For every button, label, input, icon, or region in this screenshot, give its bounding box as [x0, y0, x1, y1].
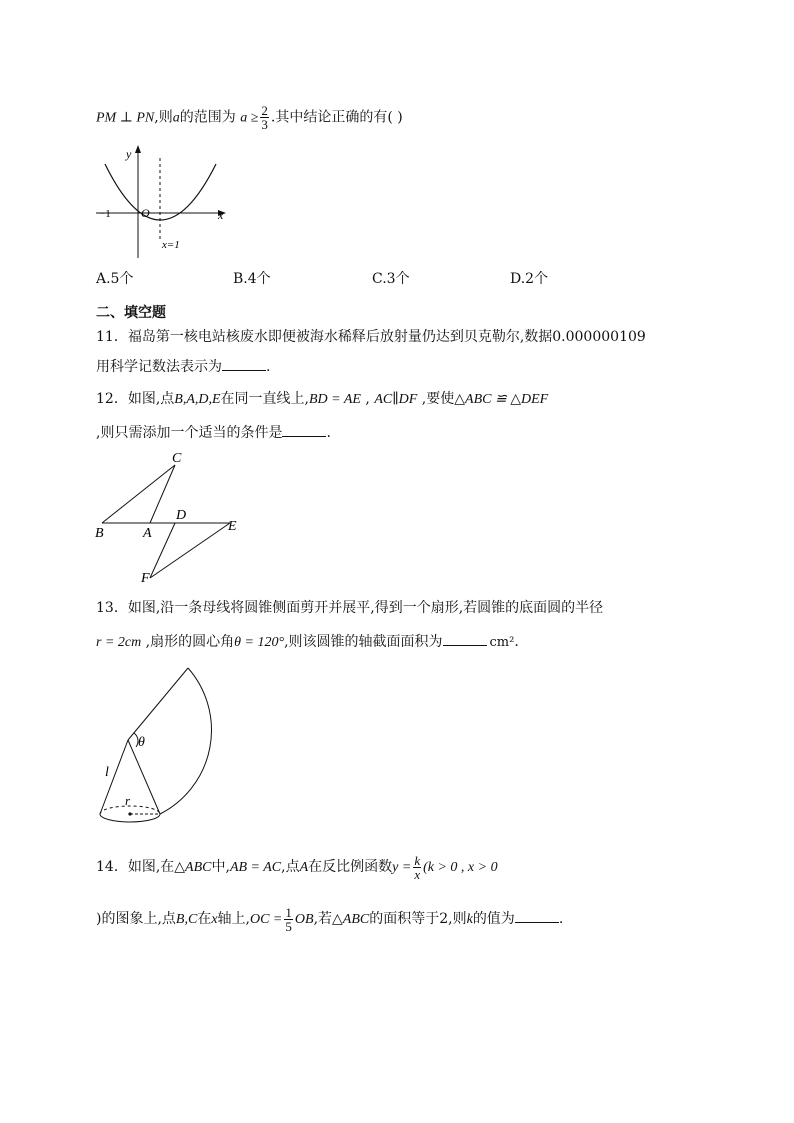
option-d: D.2个 — [510, 271, 549, 287]
q14-oc-den: 5 — [285, 918, 292, 934]
q14-x: x — [211, 912, 218, 927]
q14-text-f: 在 — [197, 911, 212, 927]
q12-period: . — [326, 425, 331, 441]
q12-eq2: AC∥DF — [374, 392, 418, 407]
q14-line1 — [96, 852, 498, 882]
option-b: B.4个 — [233, 271, 271, 287]
q14-text-d: 在反比例函数 — [308, 859, 393, 875]
q10-text-range: 的范围为 — [179, 109, 236, 126]
q14-ob: OB — [294, 912, 314, 927]
q13-text-b: ,则该圆锥的轴截面面积为 — [284, 634, 443, 650]
q13-angle: θ = 120° — [234, 635, 285, 650]
q14-oc-fraction — [284, 906, 293, 933]
segment-ac — [150, 465, 175, 523]
option-a: A.5个 — [96, 271, 134, 287]
q14-oc: OC = — [249, 912, 283, 927]
q14-triangle: △ABC — [174, 860, 212, 875]
segment-bc — [102, 465, 175, 523]
q14-oc-num: 1 — [285, 904, 292, 920]
q10-fraction — [260, 104, 269, 131]
q10-condition-line — [96, 104, 403, 131]
q10-perp: PM ⊥ PN — [96, 110, 155, 126]
q14-k: k — [466, 912, 473, 927]
section-title: 二、填空题 — [96, 305, 166, 321]
q14-text-i: 的面积等于2,则 — [369, 911, 467, 927]
label-a: A — [143, 526, 152, 541]
q12-triangles-figure — [92, 448, 252, 588]
y-axis-arrow — [135, 145, 141, 153]
q10-var-a: a — [172, 110, 180, 126]
q14-text-j: 的值为 — [472, 911, 515, 927]
q12-text-a: 12．如图,点 — [96, 391, 175, 407]
q12-points: B,A,D,E — [174, 392, 221, 407]
q14-func-lhs: y = — [392, 860, 412, 875]
q13-line1: 13．如图,沿一条母线将圆锥侧面剪开并展平,得到一个扇形,若圆锥的底面圆的半径 — [96, 600, 604, 616]
q13-period: . — [514, 634, 519, 650]
cone-slant-right — [128, 740, 160, 814]
symmetry-axis-label: x=1 — [162, 239, 180, 251]
q10-text-then: ,则 — [154, 109, 173, 126]
q13-line2 — [96, 631, 519, 653]
q11-answer-blank — [222, 356, 266, 371]
q14-point-a: A — [299, 860, 309, 875]
neg-one-label: −1 — [99, 208, 111, 220]
sector-arc — [160, 668, 211, 814]
q11-line1: 11．福岛第一核电站核废水即便被海水稀释后放射量仍达到贝克勒尔,数据0.000000109 — [96, 329, 646, 345]
q14-period: . — [558, 911, 564, 927]
q12-line1 — [96, 389, 548, 410]
q12-text-c: ,要使 — [417, 391, 455, 407]
label-f: F — [141, 571, 150, 586]
q14-text-c: ,点 — [281, 859, 300, 875]
q14-text-h: ,若 — [313, 911, 333, 927]
label-b: B — [95, 526, 104, 541]
option-c: C.3个 — [372, 271, 410, 287]
q14-text-b: 中, — [211, 859, 230, 875]
q11-period: . — [266, 359, 271, 375]
q10-frac-den: 3 — [261, 117, 268, 132]
q11-text: 用科学记数法表示为 — [96, 359, 222, 375]
q14-triangle-2: △ABC — [332, 912, 370, 927]
q12-eq1: BD = AE — [308, 392, 361, 407]
radius-label: r — [125, 793, 131, 808]
sector-radius-top — [128, 668, 188, 740]
q12-text-d: ,则只需添加一个适当的条件是 — [96, 425, 283, 441]
label-d: D — [176, 508, 187, 523]
q13-answer-blank — [443, 631, 487, 646]
q12-line2 — [96, 422, 331, 443]
q10-ineq: a ≥ — [240, 110, 259, 126]
slant-label: l — [105, 765, 109, 780]
q14-answer-blank — [515, 908, 559, 923]
q12-answer-blank — [282, 422, 326, 437]
q14-eq: AB = AC — [229, 860, 282, 875]
base-center — [128, 812, 131, 815]
y-axis-label: y — [126, 147, 132, 161]
origin-label: O — [141, 206, 150, 220]
q12-text-b: 在同一直线上, — [220, 391, 309, 407]
q13-text-a: ,扇形的圆心角 — [141, 634, 235, 650]
q10-conclusion: .其中结论正确的有( ) — [270, 109, 403, 126]
q14-func-fraction — [413, 854, 421, 881]
q10-parabola-graph — [92, 140, 242, 265]
q12-congruence: △ABC ≌ △DEF — [454, 392, 549, 407]
label-c: C — [172, 451, 182, 466]
theta-label: θ — [138, 735, 145, 750]
q13-cone-figure — [92, 662, 242, 842]
q14-func-num: k — [414, 852, 421, 868]
q14-text-e: )的图象上,点 — [96, 911, 176, 927]
q13-radius: r = 2cm — [96, 635, 142, 650]
q12-sep: , — [360, 391, 375, 407]
q14-condition: (k > 0 , x > 0 — [423, 860, 498, 875]
label-e: E — [228, 519, 237, 534]
q14-points: B,C — [175, 912, 198, 927]
q14-line2 — [96, 904, 563, 934]
q14-text-g: 轴上, — [217, 911, 250, 927]
q14-func-den: x — [414, 866, 421, 882]
q11-line2 — [96, 356, 270, 377]
q13-unit: cm² — [489, 635, 515, 650]
x-axis-label: x — [218, 208, 224, 222]
q10-frac-num: 2 — [261, 103, 268, 118]
q14-text-a: 14．如图,在 — [96, 859, 175, 875]
